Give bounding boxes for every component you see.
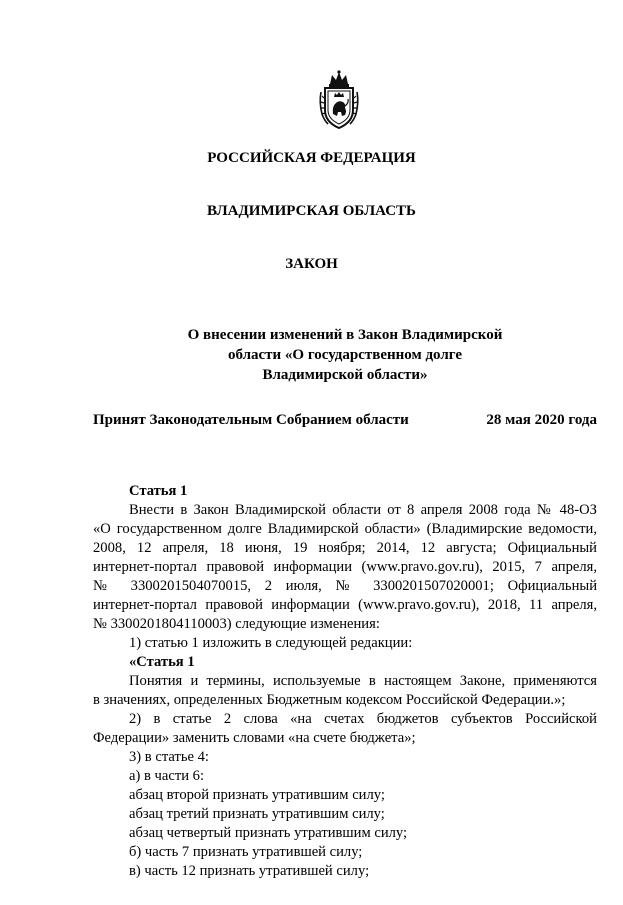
body-line: в) часть 12 признать утратившей силу; bbox=[129, 863, 370, 879]
body-line: 2008, 12 апреля, 18 июня, 19 ноября; 2014, 12 августа; Официальный bbox=[93, 540, 597, 556]
body-line: Федерации» заменить словами «на счете бюджета»; bbox=[93, 730, 416, 746]
body-line: б) часть 7 признать утратившей силу; bbox=[129, 844, 363, 860]
body-line: «О государственном долге Владимирской области» (Владимирские ведомости, bbox=[93, 521, 597, 537]
body-line: 3) в статье 4: bbox=[129, 749, 209, 765]
document-body bbox=[93, 482, 597, 881]
body-line: № 3300201804110003) следующие изменения: bbox=[93, 616, 380, 632]
quoted-article-heading: «Статья 1 bbox=[129, 654, 195, 670]
body-line: Понятия и термины, используемые в настоящем Законе, применяются bbox=[129, 673, 597, 689]
region-heading: ВЛАДИМИРСКАЯ ОБЛАСТЬ bbox=[207, 203, 416, 219]
adoption-date: 28 мая 2020 года bbox=[486, 412, 597, 428]
body-line: интернет-портал правовой информации (www.pravo.gov.ru), 2015, 7 апреля, bbox=[93, 559, 597, 575]
law-title-line-2: области «О государственном долге bbox=[227, 347, 463, 363]
doc-type-heading: ЗАКОН bbox=[285, 256, 338, 272]
adopted-by: Принят Законодательным Собранием области bbox=[93, 412, 409, 428]
body-line: а) в части 6: bbox=[129, 768, 205, 784]
coat-of-arms-emblem bbox=[318, 70, 360, 130]
body-line: в значениях, определенных Бюджетным кодексом Российской Федерации.»; bbox=[93, 692, 566, 708]
body-line: интернет-портал правовой информации (www.pravo.gov.ru), 2018, 11 апреля, bbox=[93, 597, 597, 613]
body-line: абзац четвертый признать утратившим силу; bbox=[129, 825, 408, 841]
body-line: Внести в Закон Владимирской области от 8 апреля 2008 года № 48-ОЗ bbox=[129, 502, 597, 518]
adoption-line bbox=[93, 412, 597, 429]
country-heading: РОССИЙСКАЯ ФЕДЕРАЦИЯ bbox=[207, 150, 416, 166]
body-line: 1) статью 1 изложить в следующей редакции: bbox=[129, 635, 413, 651]
body-line: 2) в статье 2 слова «на счетах бюджетов субъектов Российской bbox=[129, 711, 597, 727]
body-line: абзац третий признать утратившим силу; bbox=[129, 806, 385, 822]
law-title-line-3: Владимирской области» bbox=[262, 367, 428, 383]
body-line: № 3300201504070015, 2 июля, № 3300201507020001; Официальный bbox=[93, 578, 597, 594]
body-line: абзац второй признать утратившим силу; bbox=[129, 787, 385, 803]
article-heading: Статья 1 bbox=[129, 483, 188, 499]
law-title bbox=[150, 325, 540, 385]
law-title-line-1: О внесении изменений в Закон Владимирской bbox=[187, 327, 503, 343]
